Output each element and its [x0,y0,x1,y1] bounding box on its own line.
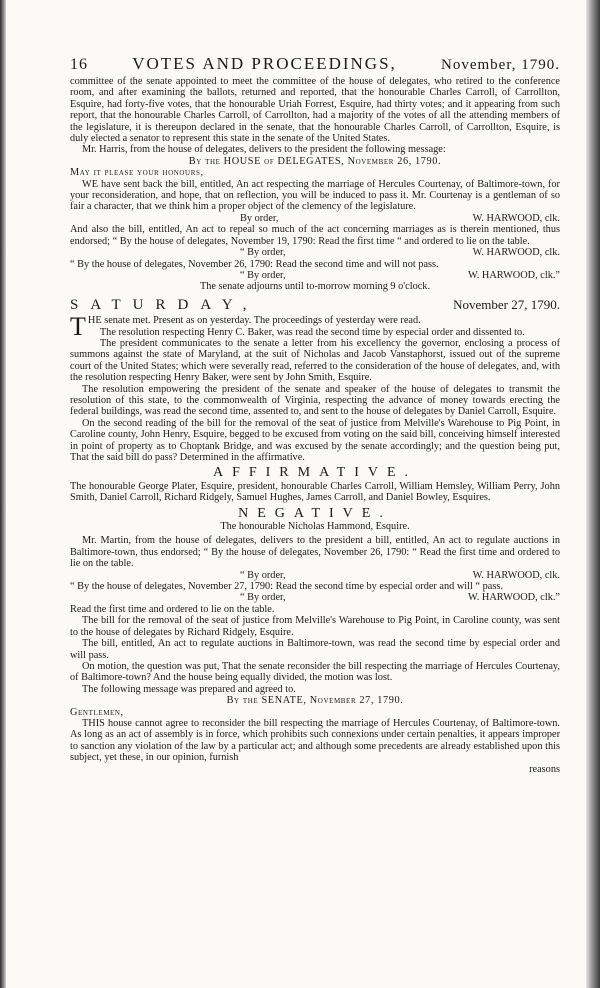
negative-heading: NEGATIVE. [238,505,392,521]
page-number: 16 [70,56,88,73]
salutation: Gentlemen, [70,706,124,718]
running-title: VOTES AND PROCEEDINGS, [132,54,397,73]
clerk-signature: W. HARWOOD, clk. [472,212,560,224]
by-order-label: “ By order, [240,247,286,259]
paragraph: Read the first time and ordered to lie on the table. [70,603,275,615]
signature-block [70,247,560,258]
paragraph: On motion, the question was put, That the senate reconsider the bill respecting the marriage of Hercules Courtenay, of Baltimore-town? And the house being equally divided, the motion was lost. [70,660,560,684]
clerk-signature: W. HARWOOD, clk. [472,247,560,259]
clerk-signature: W. HARWOOD, clk.” [468,592,560,604]
signature-block [70,213,560,224]
page-header [70,54,560,74]
day-heading [70,296,560,313]
paragraph: The resolution empowering the president of the senate and speaker of the house of delegates to transmit the resolution of this state, to the commonwealth of Virginia, respecting the advance of money towards erecting the federal buildings, was read the second time, assented to, and sent to the house of delegates by Daniel Carroll, Esquire. [70,383,560,418]
drop-cap: T [70,312,86,342]
by-order-label: By order, [240,212,279,224]
paragraph: The bill, entitled, An act to regulate auctions in Baltimore-town, was read the second time by especial order and will pass. [70,638,560,661]
scan-edge-left [0,0,6,988]
header-date: November, 1790. [441,57,560,73]
by-order-label: “ By order, [240,592,286,604]
paragraph-text: HE senate met. Present as on yesterday. The proceedings of yesterday were read. [87,315,421,327]
paragraph: The honourable George Plater, Esquire, president, honourable Charles Carroll, William Hemsley, William Perry, John Smith, Daniel Carroll, Richard Ridgely, Samuel Hughes, James Carroll, and Daniel Bowley, Esquires. [70,480,560,504]
affirmative-heading: AFFIRMATIVE. [212,465,418,481]
adjournment-note: The senate adjourns until to-morrow morning 9 o'clock. [199,281,431,293]
day-date: November 27, 1790. [453,296,560,312]
clerk-signature: W. HARWOOD, clk. [472,569,560,581]
paragraph: “ By the house of delegates, November 27, 1790: Read the second time by especial order and will “ pass. [70,581,503,593]
salutation: May it please your honours, [70,167,204,179]
paragraph: The honourable Nicholas Hammond, Esquire. [220,521,410,533]
paragraph: committee of the senate appointed to meet the committee of the house of delegates, who retired to the conference room, and after examining the ballots, returned and reported, that the honourable Charles Carroll, of Carrollton, Esquire, had forty-five votes, that the honourable Uriah Forrest, Esquire, had thirty votes; and it appearing from such report, that the honourable Charles Carroll, of Carrollton, had a majority of the votes of all the attending members of the legislature, it is thereupon declared in the senate, that the honourable Charles Carroll, of Carrollton, Esquire, is duly elected a senator to represent this state in the senate of the United States. [70,76,560,145]
paragraph: “ By the house of delegates, November 26, 1790: Read the second time and will not pass. [70,258,439,270]
clerk-signature: W. HARWOOD, clk.” [468,269,560,281]
message-heading: By the SENATE, November 27, 1790. [226,695,404,707]
paragraph: And also the bill, entitled, An act to repeal so much of the act concerning marriages as is therein mentioned, thus endorsed; “ By the house of delegates, November 19, 1790: Read the first time “ and ordered to lie on the table. [70,224,560,247]
paragraph: THIS house cannot agree to reconsider the bill respecting the marriage of Hercules Courtenay, of Baltimore-town. As long as an act of assembly is in force, which prohibits such connexions under certain penalties, it appears improper to sanction any violation of the law by a particular act; and although some precedents are already established upon this subject, yet these, in our opinion, furnish [70,717,560,764]
paragraph: The following message was prepared and agreed to. [82,683,296,695]
catchword: reasons [529,763,560,775]
day-name: SATURDAY, [70,296,259,313]
paragraph: On the second reading of the bill for the removal of the seat of justice from Melville's Warehouse to Pig Point, in Caroline county, John Henry, Esquire, begged to be excused from voting on the said bill, conceiving himself interested in point of property as to Choptank Bridge, and was excused by the senate accordingly; and the question being put, That the said bill do pass? Determined in the affirmative. [70,417,560,463]
signature-block [70,270,560,281]
paragraph: Mr. Martin, from the house of delegates, delivers to the president a bill, entitled, An act to regulate auctions in Baltimore-town, thus endorsed; “ By the house of delegates, November 26, 1790: “ Read the first time and ordered to lie on the table. [70,535,560,570]
paragraph: The resolution respecting Henry C. Baker, was read the second time by especial order and dissented to. [99,326,525,338]
page-body [70,76,560,775]
by-order-label: “ By order, [240,269,286,281]
paragraph: The bill for the removal of the seat of justice from Melville's Warehouse to Pig Point, in Caroline county, was sent to the house of delegates by Richard Ridgely, Esquire. [70,615,560,638]
paragraph: WE have sent back the bill, entitled, An act respecting the marriage of Hercules Courtenay, of Baltimore-town, for your reconsideration, and hope, that on reflection, you will be induced to pass it. Mr. Courtenay is a gentleman of so fair a character, that we think him a proper object of the clemency of the legislature. [70,178,560,213]
signature-block [70,570,560,581]
signature-block [70,592,560,603]
message-heading: By the HOUSE of DELEGATES, November 26, 1790. [188,155,442,167]
scan-edge-right [586,0,600,988]
paragraph: The president communicates to the senate a letter from his excellency the governor, enclosing a process of summons against the state of Maryland, at the suit of Nicholas and Jacob Vanstaphorst, issued out of the supreme court of the United States; which were severally read, referred to the consideration of the house of delegates, and, with the resolution respecting Henry Baker, were sent by John Smith, Esquire. [70,337,560,384]
paragraph: Mr. Harris, from the house of delegates, delivers to the president the following message: [82,144,446,156]
by-order-label: “ By order, [240,569,286,581]
